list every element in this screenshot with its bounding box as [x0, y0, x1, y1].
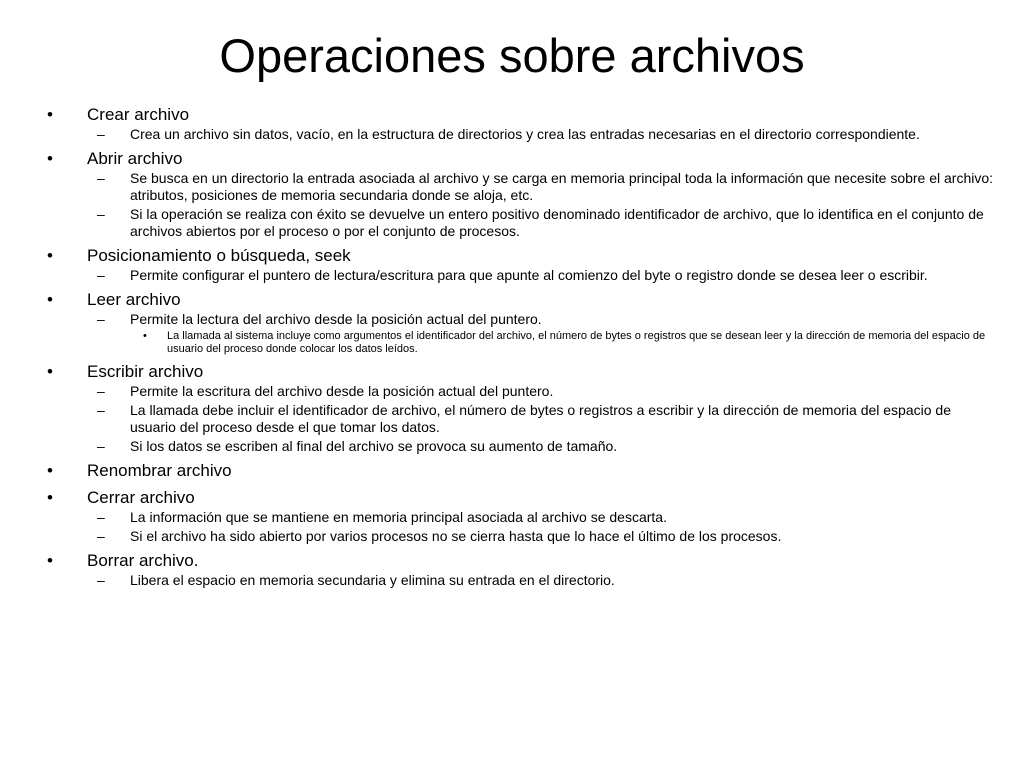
- dash-marker: –: [97, 170, 105, 186]
- dash-marker: –: [97, 126, 105, 142]
- bullet-marker: •: [47, 488, 53, 507]
- bullet-item-renombrar: [45, 460, 995, 482]
- bullet-item-leer: [45, 289, 995, 356]
- sub-bullet-text: Permite la lectura del archivo desde la posición actual del puntero.: [130, 311, 542, 327]
- bullet-label: Leer archivo: [87, 290, 181, 309]
- dash-marker: –: [97, 206, 105, 222]
- bullet-marker: •: [47, 149, 53, 168]
- bullet-label: Renombrar archivo: [87, 461, 232, 480]
- dash-marker: –: [97, 311, 105, 327]
- dash-marker: –: [97, 402, 105, 418]
- bullet-item-escribir: [45, 361, 995, 455]
- sub-bullet-text: Permite configurar el puntero de lectura/escritura para que apunte al comienzo del byte o registro donde se desea leer o escribir.: [130, 267, 928, 283]
- sub-bullet-text: La llamada debe incluir el identificador de archivo, el número de bytes o registros a escribir y la dirección de memoria del espacio de usuario del proceso desde el que tomar los datos.: [130, 402, 951, 435]
- bullet-label: Cerrar archivo: [87, 488, 195, 507]
- bullet-marker: •: [47, 290, 53, 309]
- dash-marker: –: [97, 267, 105, 283]
- bullet-label: Crear archivo: [87, 105, 190, 124]
- bullet-marker: •: [47, 246, 53, 265]
- dash-marker: –: [97, 509, 105, 525]
- sub-bullet-text: Si el archivo ha sido abierto por varios procesos no se cierra hasta que lo hace el último de los procesos.: [130, 528, 782, 544]
- bullet-item-posicionamiento: [45, 245, 995, 284]
- bullet-marker: •: [47, 551, 53, 570]
- dash-marker: –: [97, 528, 105, 544]
- dash-marker: –: [97, 383, 105, 399]
- dash-marker: –: [97, 438, 105, 454]
- bullet-label: Escribir archivo: [87, 362, 204, 381]
- sub-sub-bullet-text: La llamada al sistema incluye como argumentos el identificador del archivo, el número de bytes o registros que se desean leer y la dirección de memoria del espacio de usuario del proceso donde colocar los datos leídos.: [167, 330, 986, 355]
- bullet-item-abrir: [45, 148, 995, 240]
- bullet-list: [45, 104, 995, 594]
- bullet-label: Abrir archivo: [87, 149, 183, 168]
- sub-bullet-marker: •: [143, 330, 147, 342]
- bullet-item-borrar: [45, 550, 995, 589]
- sub-bullet-text: Libera el espacio en memoria secundaria y elimina su entrada en el directorio.: [130, 572, 615, 588]
- sub-bullet-text: Crea un archivo sin datos, vacío, en la estructura de directorios y crea las entradas necesarias en el directorio correspondiente.: [130, 126, 920, 142]
- bullet-marker: •: [47, 105, 53, 124]
- bullet-item-cerrar: [45, 487, 995, 545]
- sub-bullet-text: Se busca en un directorio la entrada asociada al archivo y se carga en memoria principal toda la información que necesite sobre el archivo: atributos, posiciones de memoria secundaria donde se aloja, etc.: [130, 170, 994, 203]
- bullet-item-crear: [45, 104, 995, 143]
- bullet-label: Borrar archivo.: [87, 551, 199, 570]
- slide-title: Operaciones sobre archivos: [219, 29, 805, 82]
- sub-bullet-text: Permite la escritura del archivo desde la posición actual del puntero.: [130, 383, 554, 399]
- bullet-marker: •: [47, 362, 53, 381]
- sub-bullet-text: Si la operación se realiza con éxito se devuelve un entero positivo denominado identificador de archivo, que lo identifica en el conjunto de archivos abiertos por el proceso o por el conjunto de procesos.: [130, 206, 984, 239]
- bullet-label: Posicionamiento o búsqueda, seek: [87, 246, 351, 265]
- dash-marker: –: [97, 572, 105, 588]
- sub-bullet-text: La información que se mantiene en memoria principal asociada al archivo se descarta.: [130, 509, 667, 525]
- bullet-marker: •: [47, 461, 53, 480]
- sub-bullet-text: Si los datos se escriben al final del archivo se provoca su aumento de tamaño.: [130, 438, 618, 454]
